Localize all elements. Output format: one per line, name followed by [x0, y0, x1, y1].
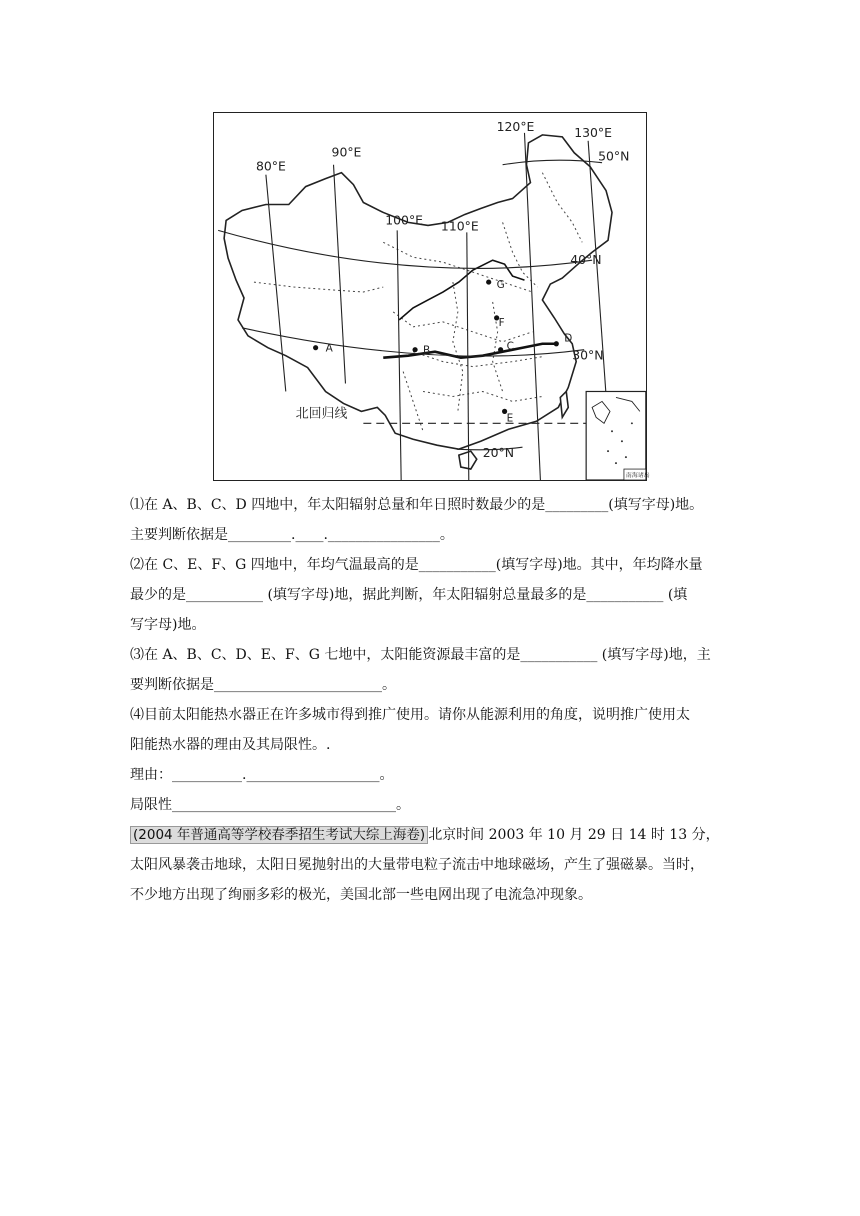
point-G: [486, 279, 505, 291]
point-E: [502, 409, 513, 425]
questions-block: [130, 490, 740, 910]
reason-line: 理由：__________.___________________。: [130, 767, 394, 783]
hainan-island: [459, 451, 477, 469]
lon-label: 130°E: [574, 124, 612, 140]
svg-text:C: C: [506, 340, 514, 353]
svg-text:E: E: [506, 412, 514, 425]
q3-line1: ⑶在 A、B、C、D、E、F、G 七地中，太阳能资源最丰富的是___________ (填写字母)地，主: [130, 647, 711, 663]
lon-label: 120°E: [496, 118, 535, 134]
point-C: [498, 341, 514, 353]
lat-label: 20°N: [482, 445, 515, 461]
svg-text:A: A: [325, 342, 333, 355]
q4-line2: 阳能热水器的理由及其局限性。.: [130, 737, 331, 753]
yellow-river: [399, 260, 524, 320]
svg-text:G: G: [496, 279, 505, 292]
point-D: [554, 333, 573, 347]
svg-text:B: B: [423, 344, 431, 357]
lon-label: 110°E: [440, 218, 479, 234]
source-tag: (2004 年普通高等学校春季招生考试大综上海卷): [130, 826, 428, 844]
point-A: [313, 343, 334, 355]
svg-text:南海诸岛: 南海诸岛: [625, 472, 650, 480]
lat-label: 40°N: [570, 252, 602, 268]
q3-line2: 要判断依据是________________________。: [130, 677, 396, 693]
lon-label: 100°E: [385, 212, 424, 228]
parallels: [218, 160, 602, 450]
q1-line1: ⑴在 A、B、C、D 四地中，年太阳辐射总量和年日照时数最少的是_________(填写字母)地。: [130, 497, 704, 513]
taiwan-island: [560, 391, 568, 417]
lon-label: 90°E: [331, 144, 362, 160]
svg-text:D: D: [564, 332, 573, 345]
svg-text:F: F: [498, 316, 505, 329]
lat-label: 50°N: [598, 148, 630, 164]
q1-line2: 主要判断依据是_________.____.________________。: [130, 527, 454, 543]
china-map-svg: [214, 113, 650, 480]
china-map-figure: [213, 112, 650, 481]
q2-line2: 最少的是___________ (填写字母)地，据此判断，年太阳辐射总量最多的是___________ (填: [130, 587, 688, 603]
passage-line2: 太阳风暴袭击地球，太阳日冕抛射出的大量带电粒子流击中地球磁场，产生了强磁暴。当时，: [130, 857, 704, 873]
passage-line1: [130, 820, 740, 850]
meridians: [266, 133, 612, 480]
china-outline: [224, 135, 612, 449]
passage-line1-text: 北京时间 2003 年 10 月 29 日 14 时 13 分，: [428, 827, 720, 843]
q2-line3: 写字母)地。: [130, 617, 206, 633]
q2-line1: ⑵在 C、E、F、G 四地中，年均气温最高的是___________(填写字母)地。其中，年均降水量: [130, 557, 703, 573]
lon-label: 80°E: [255, 158, 286, 174]
lat-label: 30°N: [572, 347, 604, 363]
passage-line3: 不少地方出现了绚丽多彩的极光，美国北部一些电网出现了电流急冲现象。: [130, 887, 592, 903]
tropic-label: 北回归线: [295, 406, 348, 422]
south-china-sea-inset: [586, 391, 650, 480]
q4-line1: ⑷目前太阳能热水器正在许多城市得到推广使用。请你从能源利用的角度，说明推广使用太: [130, 707, 690, 723]
limit-line: 局限性________________________________。: [130, 797, 410, 813]
